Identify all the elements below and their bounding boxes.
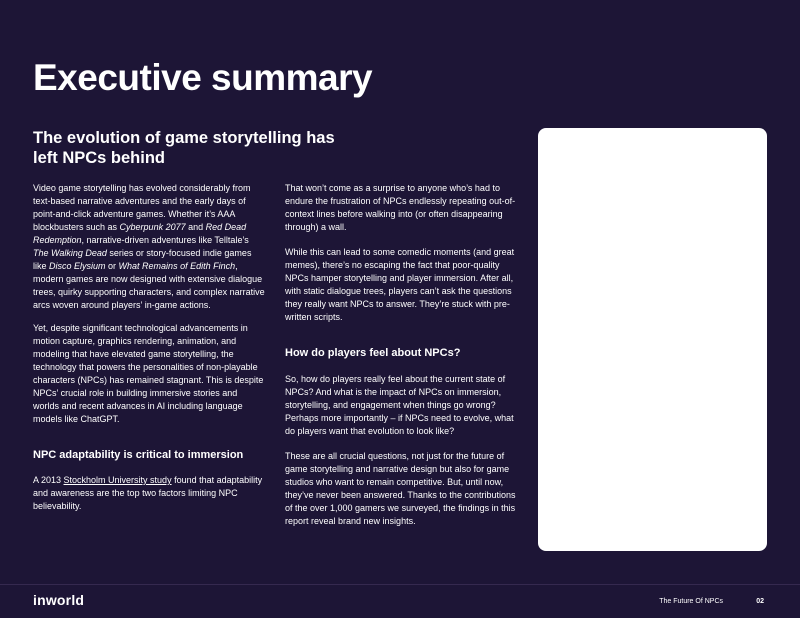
footer-divider [0, 584, 800, 585]
middle-column [285, 182, 517, 540]
subheading-players-feel: How do players feel about NPCs? [285, 347, 461, 359]
left-paragraph-1: Video game storytelling has evolved considerably from text-based narrative adventures and the early days of point-and-click adventure games. Whether it’s AAA blockbusters such as Cyberpunk 2077 and Red Dead Redemption, narrative-driven adventures like Telltale’s The Walking Dead series or story-focused indie games like Disco Elysium or What Remains of Edith Finch, modern games are now designed with extensive dialogue trees, quirky supporting characters, and complex narrative arcs woven around players’ in-game actions. [33, 183, 265, 310]
mid-paragraph-2: While this can lead to some comedic moments (and great memes), there’s no escaping the fact that poor-quality NPCs hamper storytelling and player immersion. After all, with static dialogue trees, players can’t ask the questions they really want NPCs to answer. They’re stuck with pre-written scripts. [285, 247, 515, 322]
section-heading: The evolution of game storytelling has left NPCs behind [33, 129, 335, 167]
page-title: Executive summary [33, 57, 373, 98]
footer-page-number: 02 [756, 598, 764, 605]
mid-paragraph-3: So, how do players really feel about the current state of NPCs? And what is the impact of NPCs on immersion, storytelling, and engagement when things go wrong? Perhaps more importantly – if NPCs need to evolve, what do players want that evolution to look like? [285, 374, 514, 436]
left-column [33, 182, 265, 525]
mid-paragraph-4: These are all crucial questions, not just for the future of game storytelling and narrative design but also for game studios who want to remain competitive. But, until now, they’ve never been answered. Thanks to the contributions of the over 1,000 gamers we surveyed, the findings in this report reveal brand new insights. [285, 451, 516, 526]
left-paragraph-3: A 2013 Stockholm University study found that adaptability and awareness are the top two factors limiting NPC believability. [33, 475, 263, 511]
mid-paragraph-1: That won’t come as a surprise to anyone who’s had to endure the frustration of NPCs endlessly repeating out-of-context lines before walking into (or often disappearing through) a wall. [285, 183, 516, 232]
left-paragraph-2: Yet, despite significant technological advancements in motion capture, graphics rendering, animation, and modeling that have elevated game storytelling, the technology that powers the personalities of non-playable characters (NPCs) has remained stagnant. This is despite NPCs’ crucial role in building immersive stories and worlds and recent advances in AI including language models like ChatGPT. [33, 323, 264, 424]
image-panel [538, 128, 767, 551]
footer-doc-title: The Future Of NPCs [659, 598, 723, 605]
inworld-logo: inworld [33, 592, 85, 608]
subheading-npc-adaptability: NPC adaptability is critical to immersion [33, 449, 244, 461]
stockholm-study-link[interactable]: Stockholm University study [63, 475, 172, 485]
